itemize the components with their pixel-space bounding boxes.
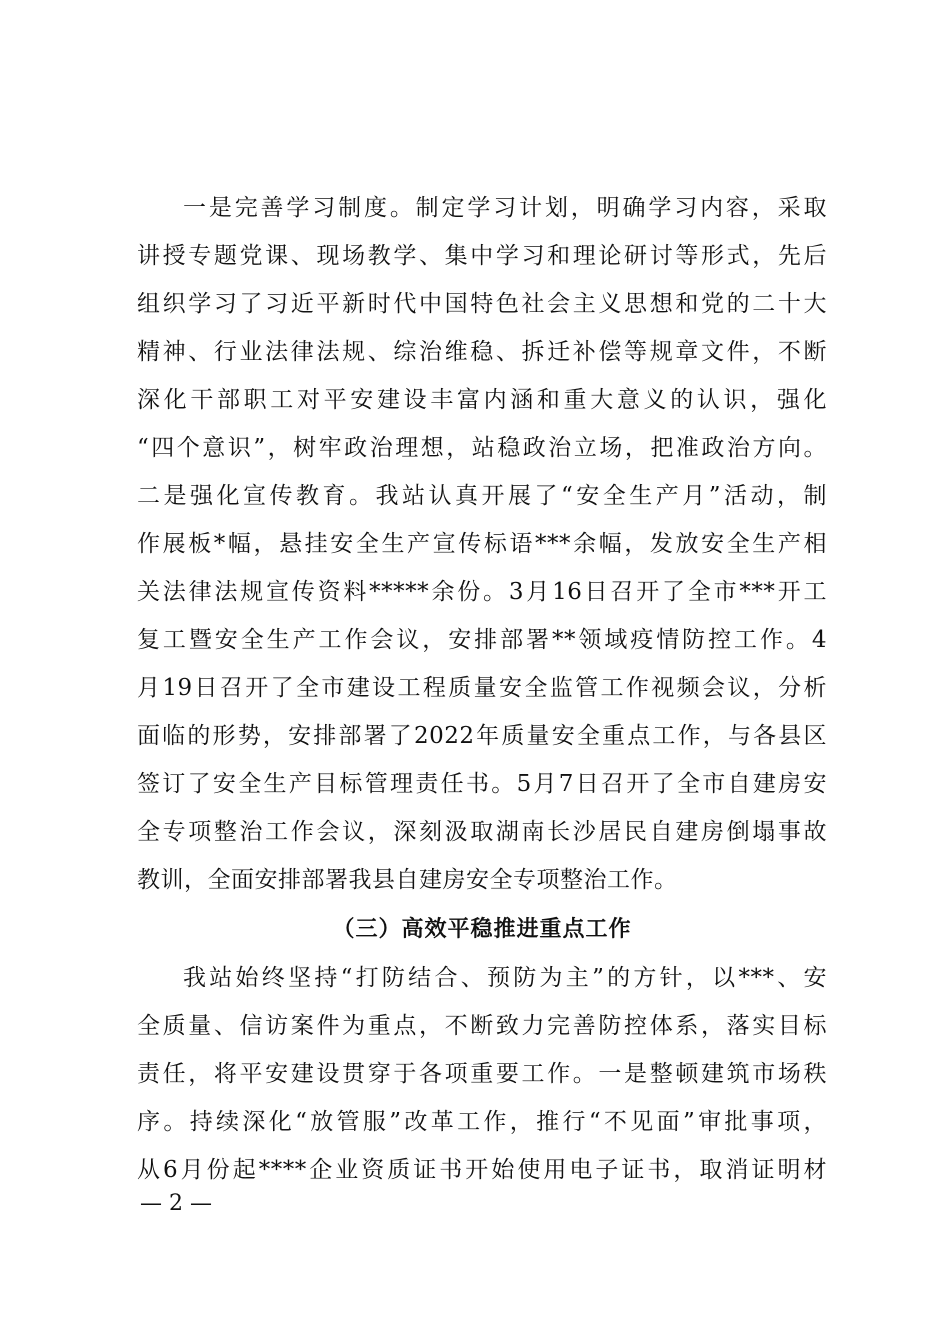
paragraph-2-line: 从6月份起****企业资质证书开始使用电子证书，取消证明材 — [137, 1157, 827, 1183]
paragraph-1-line: 面临的形势，安排部署了2022年质量安全重点工作，与各县区 — [137, 723, 827, 749]
paragraph-2-line: 全质量、信访案件为重点，不断致力完善防控体系，落实目标 — [137, 1013, 827, 1039]
paragraph-2-line: 我站始终坚持“打防结合、预防为主”的方针，以***、安 — [183, 965, 827, 991]
paragraph-1-line: 深化干部职工对平安建设丰富内涵和重大意义的认识，强化 — [137, 387, 827, 413]
paragraph-1-line: 教训，全面安排部署我县自建房安全专项整治工作。 — [137, 867, 678, 893]
paragraph-2-line: 责任，将平安建设贯穿于各项重要工作。一是整顿建筑市场秩 — [137, 1061, 827, 1087]
paragraph-1-line: 一是完善学习制度。制定学习计划，明确学习内容，采取 — [183, 195, 827, 221]
paragraph-1-line: “四个意识”，树牢政治理想，站稳政治立场，把准政治方向。 — [137, 435, 827, 461]
paragraph-1-line: 讲授专题党课、现场教学、集中学习和理论研讨等形式，先后 — [137, 243, 827, 269]
paragraph-1-line: 关法律法规宣传资料*****余份。3月16日召开了全市***开工 — [137, 579, 827, 605]
paragraph-1-line: 作展板*幅，悬挂安全生产宣传标语***余幅，发放安全生产相 — [137, 531, 827, 557]
paragraph-1-line: 二是强化宣传教育。我站认真开展了“安全生产月”活动，制 — [137, 483, 827, 509]
page-number: — 2 — — [140, 1191, 212, 1216]
section-heading: （三）高效平稳推进重点工作 — [332, 916, 632, 942]
document-body — [137, 184, 827, 1194]
paragraph-1-line: 复工暨安全生产工作会议，安排部署**领域疫情防控工作。4 — [137, 627, 827, 653]
paragraph-2-line: 序。持续深化“放管服”改革工作，推行“不见面”审批事项， — [137, 1109, 827, 1135]
paragraph-1-line: 组织学习了习近平新时代中国特色社会主义思想和党的二十大 — [137, 291, 827, 317]
paragraph-1-line: 精神、行业法律法规、综治维稳、拆迁补偿等规章文件，不断 — [137, 339, 827, 365]
paragraph-1-line: 全专项整治工作会议，深刻汲取湖南长沙居民自建房倒塌事故 — [137, 819, 827, 845]
paragraph-1-line: 签订了安全生产目标管理责任书。5月7日召开了全市自建房安 — [137, 771, 827, 797]
paragraph-1-line: 月19日召开了全市建设工程质量安全监管工作视频会议，分析 — [137, 675, 827, 701]
